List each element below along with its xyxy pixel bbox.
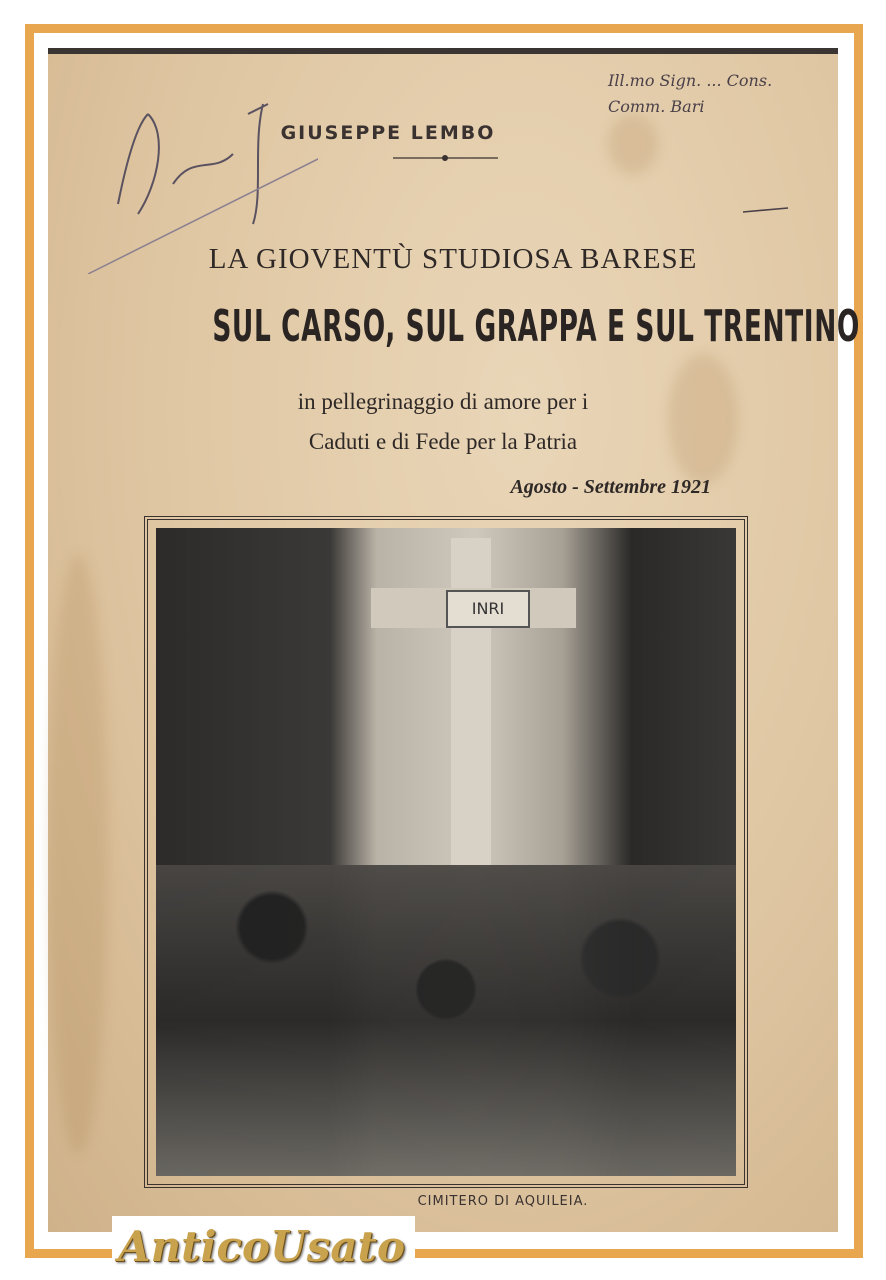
ornament-divider: [393, 154, 498, 162]
title-line-2: SUL CARSO, SUL GRAPPA E SUL TRENTINO: [212, 301, 860, 352]
logo-text: AnticoUsato: [118, 1222, 405, 1271]
title-line-1: LA GIOVENTÙ STUDIOSA BARESE: [208, 243, 698, 275]
subtitle-line-1: in pellegrinaggio di amore per i: [297, 389, 589, 414]
subtitle-line-2: Caduti e di Fede per la Patria: [308, 429, 578, 454]
author-name: GIUSEPPE LEMBO: [280, 122, 496, 144]
subtitle: [48, 382, 838, 462]
handwritten-dedication: Ill.mo Sign. ... Cons. Comm. Bari: [608, 71, 773, 116]
cemetery-photo: [156, 528, 736, 1176]
photo-caption: CIMITERO DI AQUILEIA.: [417, 1194, 589, 1209]
book-cover: [48, 48, 860, 1232]
publication-date: Agosto - Settembre 1921: [510, 476, 711, 498]
dedication-underline: [738, 204, 798, 216]
paper-stain: [48, 554, 108, 1154]
photo-frame: [144, 516, 748, 1188]
watermark-logo: [112, 1216, 415, 1278]
inri-sign: INRI: [446, 590, 530, 628]
group-of-students: [156, 865, 736, 1176]
